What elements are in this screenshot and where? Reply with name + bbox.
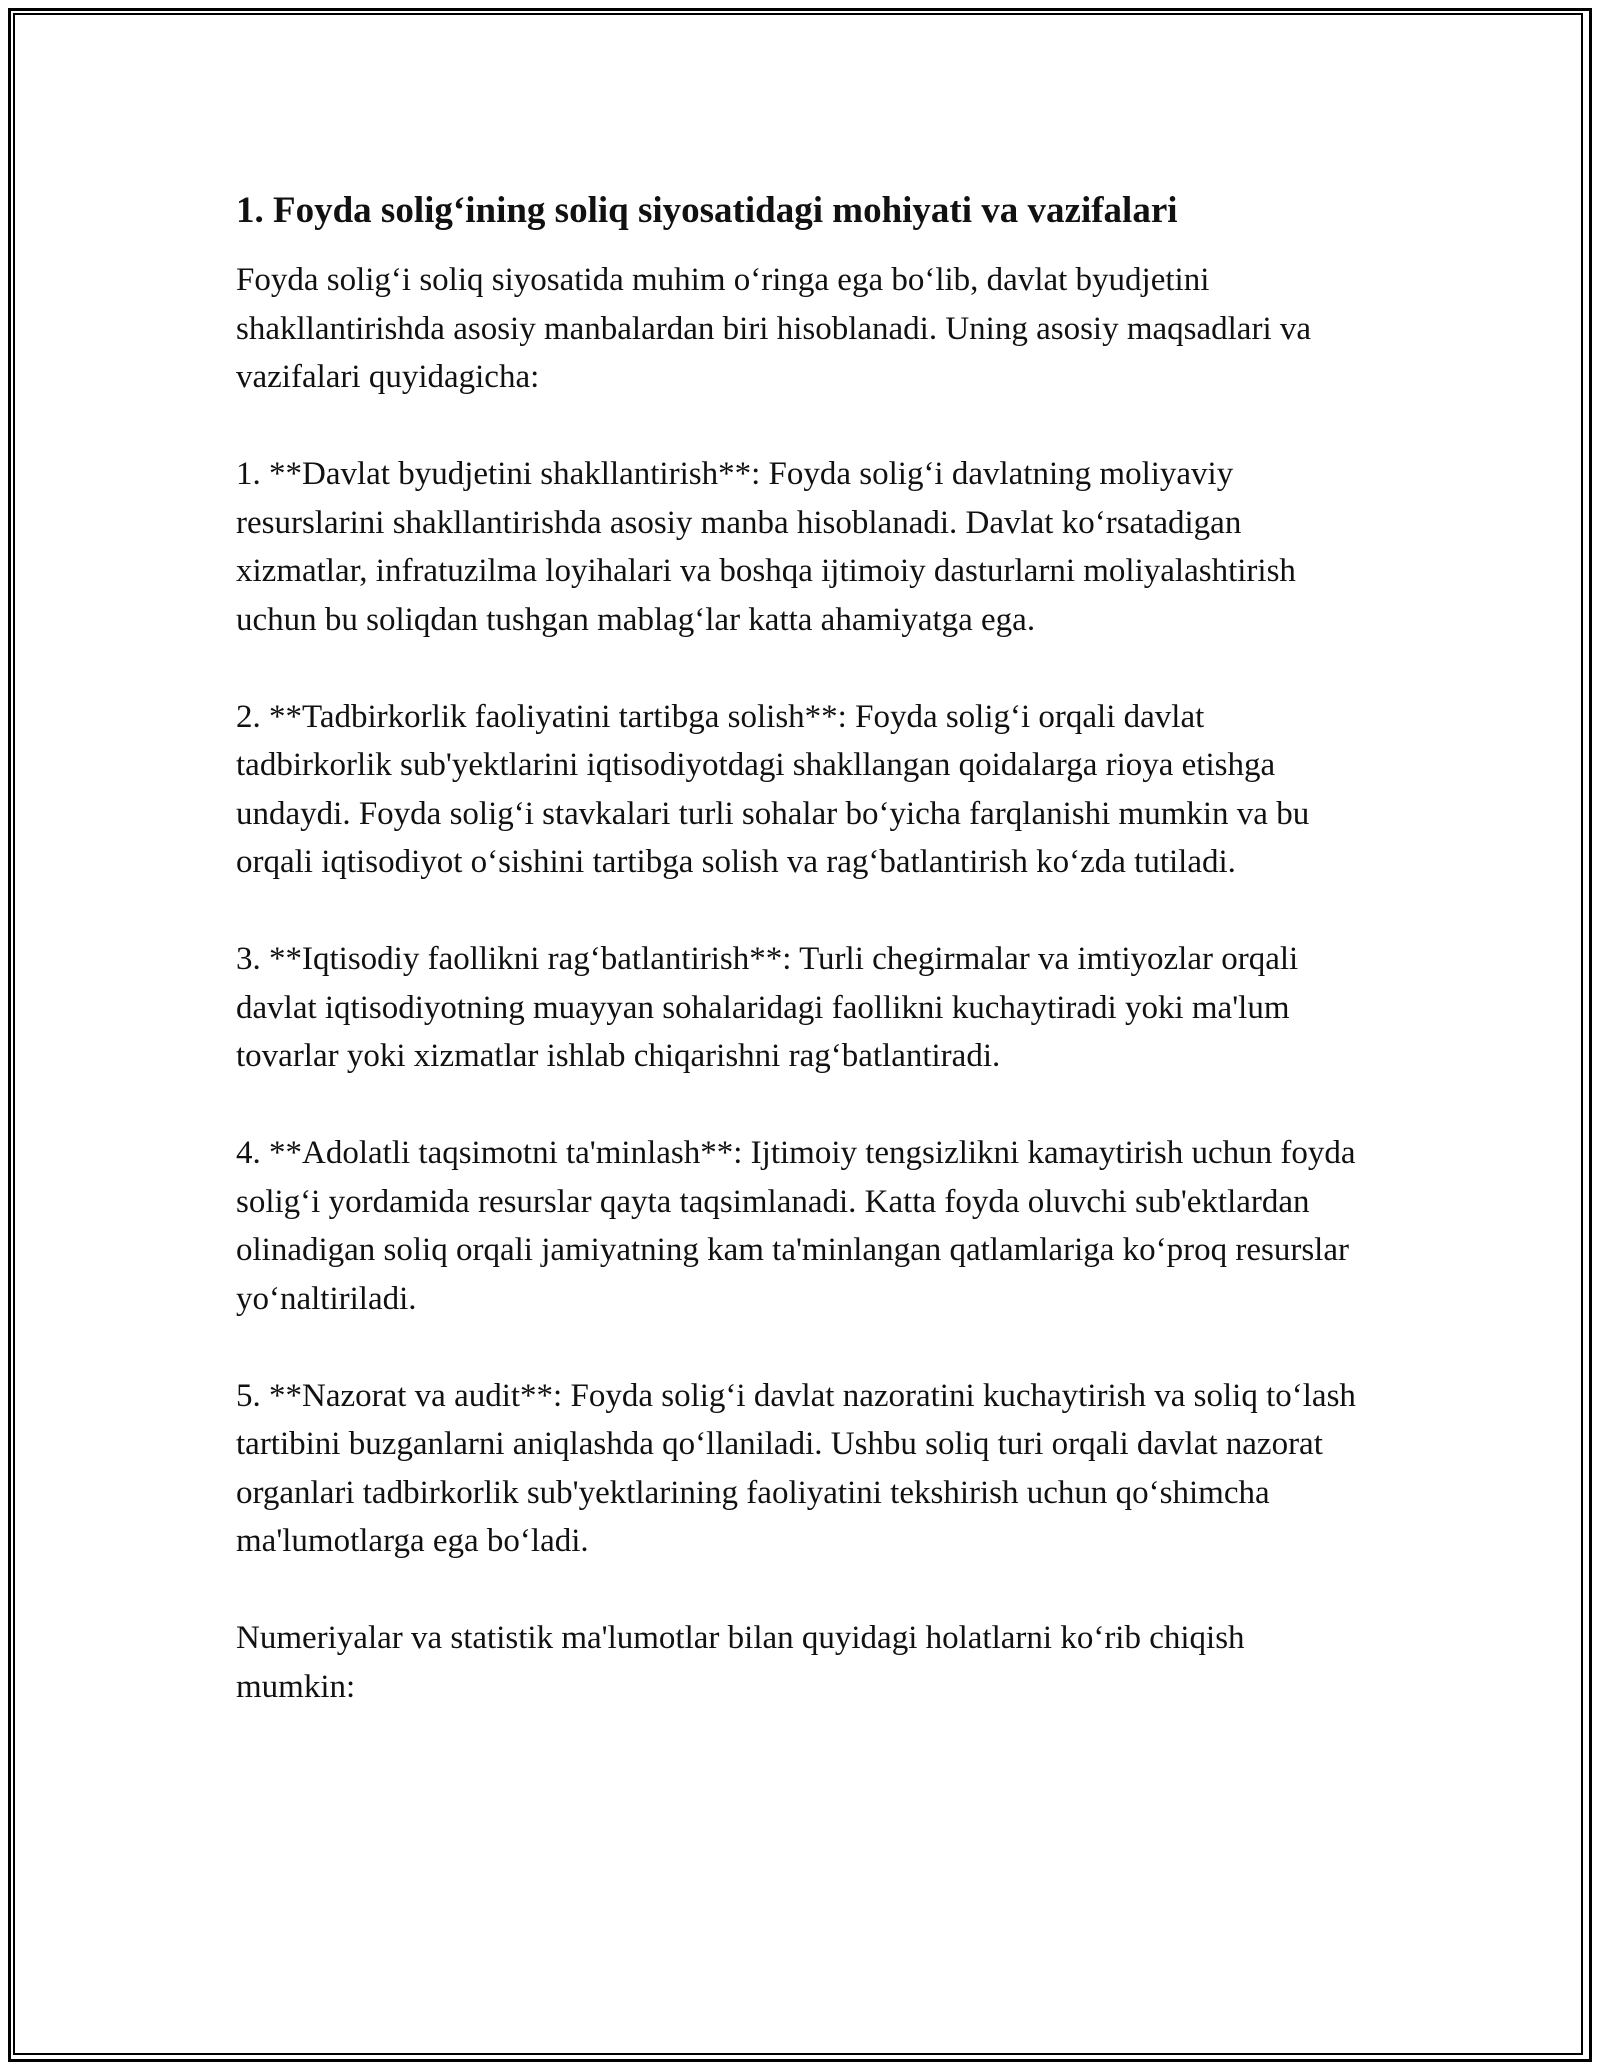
list-item: 4. **Adolatli taqsimotni ta'minlash**: Ijtimoiy tengsizlikni kamaytirish uchun foyda solig‘i yordamida resurslar qayta taqsimlanadi. Katta foyda oluvchi sub'ektlardan olinadigan soliq orqali jamiyatning kam ta'minlangan qatlamlariga ko‘proq resurslar yo‘naltiriladi. [236, 1135, 1356, 1317]
document-body [236, 186, 1366, 1711]
list-item: 2. **Tadbirkorlik faoliyatini tartibga solish**: Foyda solig‘i orqali davlat tadbirkorlik sub'yektlarini iqtisodiyotdagi shakllangan qoidalarga rioya etishga undaydi. Foyda solig‘i stavkalari turli sohalar bo‘yicha farqlanishi mumkin va bu orqali iqtisodiyot o‘sishini tartibga solish va rag‘batlantirish ko‘zda tutiladi. [236, 698, 1310, 880]
list-item: 3. **Iqtisodiy faollikni rag‘batlantirish**: Turli chegirmalar va imtiyozlar orqali davlat iqtisodiyotning muayyan sohalaridagi faollikni kuchaytiradi yoki ma'lum tovarlar yoki xizmatlar ishlab chiqarishni rag‘batlantiradi. [236, 941, 1299, 1074]
section-heading: 1. Foyda solig‘ining soliq siyosatidagi mohiyati va vazifalari [236, 190, 1178, 231]
list-item: 1. **Davlat byudjetini shakllantirish**: Foyda solig‘i davlatning moliyaviy resurslarini shakllantirishda asosiy manba hisoblanadi. Davlat ko‘rsatadigan xizmatlar, infratuzilma loyihalari va boshqa ijtimoiy dasturlarni moliyalashtirish uchun bu soliqdan tushgan mablag‘lar katta ahamiyatga ega. [236, 456, 1296, 638]
list-item: 5. **Nazorat va audit**: Foyda solig‘i davlat nazoratini kuchaytirish va soliq to‘lash tartibini buzganlarni aniqlashda qo‘llaniladi. Ushbu soliq turi orqali davlat nazorat organlari tadbirkorlik sub'yektlarining faoliyatini tekshirish uchun qo‘shimcha ma'lumotlarga ega bo‘ladi. [236, 1377, 1356, 1559]
intro-paragraph: Foyda solig‘i soliq siyosatida muhim o‘ringa ega bo‘lib, davlat byudjetini shakllantirishda asosiy manbalardan biri hisoblanadi. Uning asosiy maqsadlari va vazifalari quyidagicha: [236, 262, 1312, 395]
closing-paragraph: Numeriyalar va statistik ma'lumotlar bilan quyidagi holatlarni ko‘rib chiqish mumkin: [236, 1620, 1245, 1705]
